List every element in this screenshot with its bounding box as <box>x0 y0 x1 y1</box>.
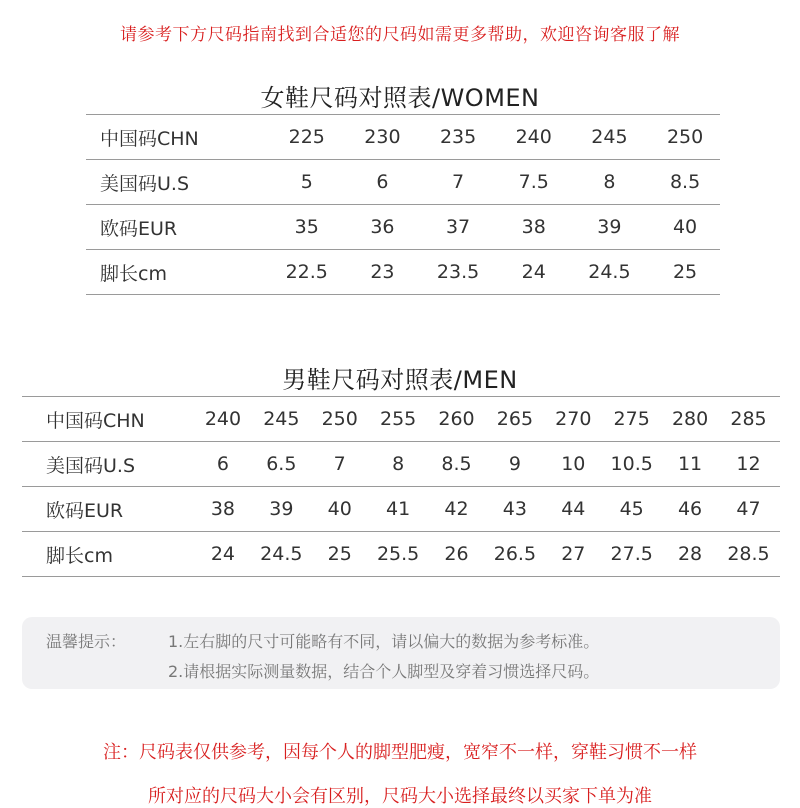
size-cell: 37 <box>417 205 498 250</box>
size-cell: 6.5 <box>250 442 313 487</box>
row-label: 美国码U.S <box>86 160 266 205</box>
size-cell: 6 <box>347 160 417 205</box>
size-cell: 8.5 <box>650 160 720 205</box>
size-cell: 285 <box>717 397 780 442</box>
men-table-title: 男鞋尺码对照表/MEN <box>282 366 518 394</box>
size-cell: 8 <box>569 160 650 205</box>
size-cell: 25 <box>650 250 720 295</box>
tip-line-2: 2.请根据实际测量数据，结合个人脚型及穿着习惯选择尺码。 <box>168 662 600 681</box>
size-cell: 7 <box>417 160 498 205</box>
table-row <box>86 250 720 295</box>
row-label: 欧码EUR <box>86 205 266 250</box>
size-cell: 8.5 <box>430 442 484 487</box>
size-cell: 43 <box>483 487 546 532</box>
row-label: 中国码CHN <box>86 115 266 160</box>
size-cell: 265 <box>483 397 546 442</box>
size-cell: 36 <box>347 205 417 250</box>
size-cell: 230 <box>347 115 417 160</box>
size-cell: 46 <box>663 487 717 532</box>
size-cell: 245 <box>569 115 650 160</box>
size-cell: 45 <box>600 487 663 532</box>
size-cell: 42 <box>430 487 484 532</box>
size-cell: 26.5 <box>483 532 546 577</box>
size-cell: 6 <box>196 442 250 487</box>
size-cell: 12 <box>717 442 780 487</box>
disclaimer-line-2: 所对应的尺码大小会有区别，尺码大小选择最终以买家下单为准 <box>148 786 652 807</box>
size-cell: 47 <box>717 487 780 532</box>
table-row <box>22 442 780 487</box>
table-row <box>86 205 720 250</box>
size-cell: 5 <box>266 160 347 205</box>
size-cell: 24.5 <box>250 532 313 577</box>
size-cell: 41 <box>367 487 430 532</box>
table-row <box>22 397 780 442</box>
size-cell: 40 <box>313 487 367 532</box>
size-cell: 25 <box>313 532 367 577</box>
size-cell: 7 <box>313 442 367 487</box>
table-row <box>22 487 780 532</box>
header-notice: 请参考下方尺码指南找到合适您的尺码如需更多帮助，欢迎咨询客服了解 <box>120 25 680 45</box>
row-label: 脚长cm <box>86 250 266 295</box>
size-cell: 24 <box>499 250 569 295</box>
women-size-table <box>86 114 720 295</box>
size-cell: 38 <box>499 205 569 250</box>
table-row <box>86 115 720 160</box>
size-cell: 7.5 <box>499 160 569 205</box>
tip-line-1: 1.左右脚的尺寸可能略有不同，请以偏大的数据为参考标准。 <box>168 632 600 651</box>
size-cell: 24 <box>196 532 250 577</box>
size-cell: 225 <box>266 115 347 160</box>
size-cell: 40 <box>650 205 720 250</box>
size-cell: 23.5 <box>417 250 498 295</box>
size-cell: 280 <box>663 397 717 442</box>
size-cell: 28 <box>663 532 717 577</box>
size-cell: 245 <box>250 397 313 442</box>
table-row <box>22 532 780 577</box>
size-cell: 240 <box>196 397 250 442</box>
size-cell: 24.5 <box>569 250 650 295</box>
size-cell: 275 <box>600 397 663 442</box>
size-cell: 8 <box>367 442 430 487</box>
women-table-title: 女鞋尺码对照表/WOMEN <box>260 84 540 112</box>
size-cell: 22.5 <box>266 250 347 295</box>
row-label: 美国码U.S <box>22 442 196 487</box>
men-size-table <box>22 396 780 577</box>
row-label: 中国码CHN <box>22 397 196 442</box>
size-cell: 250 <box>650 115 720 160</box>
tips-label: 温馨提示： <box>46 632 127 651</box>
table-row <box>86 160 720 205</box>
size-cell: 38 <box>196 487 250 532</box>
size-cell: 9 <box>483 442 546 487</box>
size-cell: 35 <box>266 205 347 250</box>
size-cell: 44 <box>546 487 600 532</box>
size-cell: 23 <box>347 250 417 295</box>
tips-box <box>22 617 780 689</box>
size-cell: 27.5 <box>600 532 663 577</box>
size-cell: 10.5 <box>600 442 663 487</box>
size-cell: 27 <box>546 532 600 577</box>
size-cell: 255 <box>367 397 430 442</box>
size-cell: 260 <box>430 397 484 442</box>
size-cell: 240 <box>499 115 569 160</box>
size-cell: 10 <box>546 442 600 487</box>
size-cell: 25.5 <box>367 532 430 577</box>
size-cell: 270 <box>546 397 600 442</box>
size-cell: 11 <box>663 442 717 487</box>
size-cell: 39 <box>569 205 650 250</box>
size-cell: 250 <box>313 397 367 442</box>
disclaimer-line-1: 注：尺码表仅供参考，因每个人的脚型肥瘦，宽窄不一样，穿鞋习惯不一样 <box>103 742 697 763</box>
row-label: 脚长cm <box>22 532 196 577</box>
size-cell: 235 <box>417 115 498 160</box>
row-label: 欧码EUR <box>22 487 196 532</box>
size-cell: 26 <box>430 532 484 577</box>
size-cell: 28.5 <box>717 532 780 577</box>
size-cell: 39 <box>250 487 313 532</box>
